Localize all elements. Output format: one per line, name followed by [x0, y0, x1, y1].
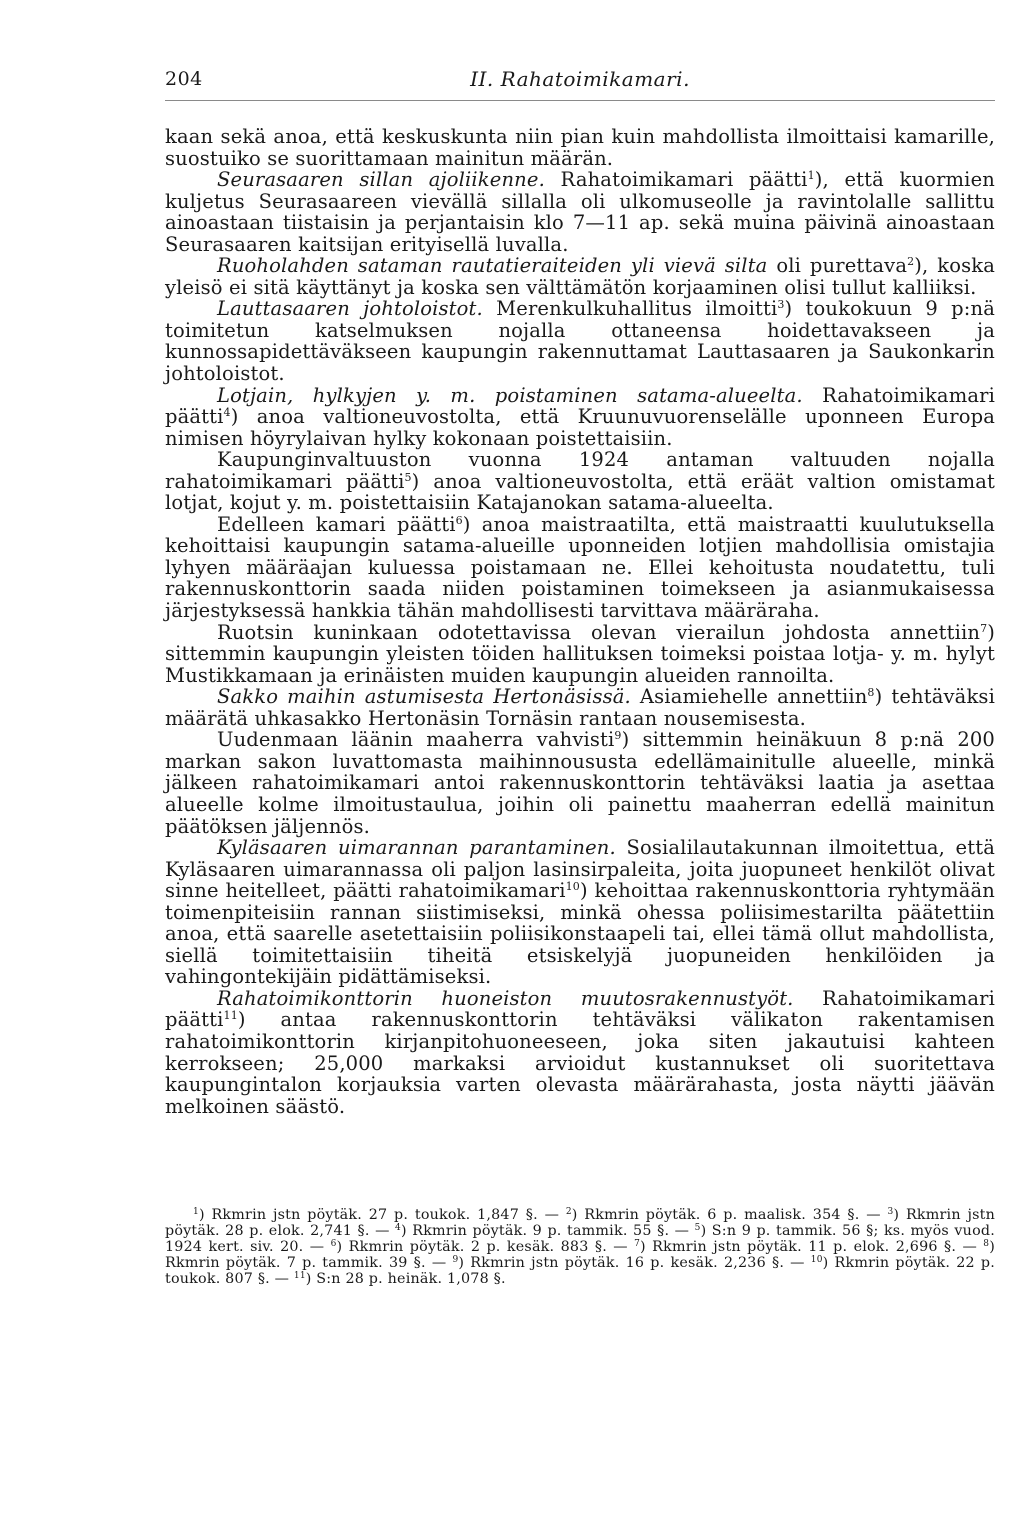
paragraph — [165, 385, 995, 450]
footnote-ref: 4 — [223, 406, 231, 420]
footnote-mark: 5 — [694, 1222, 701, 1233]
footnote-ref: 9 — [614, 729, 622, 743]
paragraph — [165, 449, 995, 514]
footnote-ref: 11 — [223, 1009, 238, 1023]
paragraph — [165, 169, 995, 255]
paragraph-heading: Sakko maihin astumisesta Hertonäsissä. — [217, 685, 631, 709]
paragraph-text: ) sittemmin kaupungin yleisten töiden hallituksen toimeksi poistaa lotja- y. m. hylyt Mustikkamaan ja erinäisten muiden kaupungin alueiden rannoilta. — [165, 620, 995, 687]
footnote-ref: 1 — [807, 169, 815, 183]
footnote-text: ) S:n 9 p. tammik. 56 §; ks. myös vuod. 1924 kert. siv. 20. — — [165, 1222, 995, 1255]
paragraph-text: ), että kuormien kuljetus Seurasaareen vievällä sillalla oli ulkomuseolle ja ravintolalle sallittu ainoastaan tiistaisin ja perjantaisin klo 7—11 ap. sekä muina päivinä ainoastaan Seurasaaren kaitsijan erityisellä luvalla. — [165, 168, 995, 256]
paragraph-text: ) anoa maistraatilta, että maistraatti kuulutuksella kehoittaisi kaupungin satama-alueille uponneiden lotjien mahdollisia omistajia lyhyen määräajan kuluessa poistamaan ne. Ellei kehoitusta noudatettu, tuli rakennuskonttorin saada niiden poistaminen toimekseen ja asianmukaisessa järjestyksessä hankkia tähän mahdollisesti tarvittava määräraha. — [165, 512, 995, 623]
footnote-mark: 2 — [565, 1207, 572, 1217]
footnote-ref: 8 — [867, 686, 875, 700]
footnote-ref: 3 — [777, 298, 785, 312]
paragraph — [165, 837, 995, 988]
paragraph-heading: Kyläsaaren uimarannan parantaminen. — [217, 836, 616, 860]
paragraph-heading: Ruoholahden sataman rautatieraiteiden yli vievä silta — [217, 254, 768, 278]
header-rule — [165, 100, 995, 101]
paragraph-text: kaan sekä anoa, että keskuskunta niin pian kuin mahdollista ilmoittaisi kamarille, suostuiko se suorittamaan mainitun määrän. — [165, 125, 995, 170]
footnote-text: ) Rkmrin jstn pöytäk. 16 p. kesäk. 2,236 §. — — [458, 1254, 811, 1271]
paragraph-text: ) anoa valtioneuvostolta, että eräät valtion omistamat lotjat, kojut y. m. poistettaisiin Katajanokan satama-alueelta. — [165, 469, 995, 515]
footnote-mark: 8 — [983, 1238, 990, 1249]
paragraph-text: oli purettava — [776, 254, 908, 278]
paragraph-text: ) kehoittaa rakennuskonttoria ryhtymään toimenpiteisiin rannan siistimiseksi, minkä ohessa poliisimestarilta päätettiin anoa, että saarelle asetettaisiin poliisikonstaapeli tai, ellei tämä ollut mahdollista, siellä toimitettaisiin tiheitä etsiskelyjä juopuneiden henkilöiden ja vahingontekijäin pidättämiseksi. — [165, 879, 995, 989]
footnote-text: ) Rkmrin pöytäk. 6 p. maalisk. 354 §. — — [571, 1207, 888, 1223]
paragraph-text: Rahatoimikamari päätti — [560, 168, 808, 192]
paragraph-text: Uudenmaan läänin maaherra vahvisti — [217, 728, 615, 752]
paragraph — [165, 988, 995, 1117]
footnote-mark: 7 — [634, 1238, 641, 1249]
footnote-text: ) Rkmrin jstn pöytäk. 28 p. elok. 2,741 §. — — [165, 1207, 996, 1239]
footnote-ref: 6 — [455, 513, 463, 527]
paragraph — [165, 514, 995, 622]
footnote-mark: 10 — [810, 1254, 823, 1265]
footnote-mark: 11 — [293, 1270, 306, 1281]
footnote-ref: 2 — [907, 255, 915, 269]
footnote-mark: 9 — [452, 1254, 459, 1265]
paragraph — [165, 622, 995, 687]
paragraph-text: ) sittemmin heinäkuun 8 p:nä 200 markan sakon luvattomasta maihinnoususta edellämainitulle alueelle, minkä jälkeen rahatoimikamari antoi rakennuskonttorin tehtäväksi laatia ja asettaa alueelle kolme ilmoitustaulua, joihin oli painettu maaherran edellä mainitun päätöksen jäljennös. — [165, 728, 995, 838]
footnote-ref: 5 — [404, 470, 412, 484]
paragraph-text: ) toukokuun 9 p:nä toimitetun katselmuksen nojalla ottaneensa hoidettavakseen ja kunnossapidettäväkseen kaupungin rakennuttamat Lauttasaaren ja Saukonkarin johtoloistot. — [165, 297, 995, 386]
paragraph-heading: Lauttasaaren johtoloistot. — [217, 297, 483, 321]
footnote-text: ) Rkmrin pöytäk. 22 p. toukok. 807 §. — — [165, 1254, 995, 1287]
paragraph-text: Ruotsin kuninkaan odotettavissa olevan vierailun johdosta annettiin — [217, 620, 981, 644]
body-text — [165, 126, 995, 1117]
footnote-text: ) Rkmrin jstn pöytäk. 11 p. elok. 2,696 §. — — [640, 1238, 984, 1255]
paragraph-text: Kaupunginvaltuuston vuonna 1924 antaman valtuuden nojalla rahatoimikamari päätti — [165, 448, 995, 493]
paragraph-heading: Rahatoimikonttorin huoneiston muutosrakennustyöt. — [217, 986, 794, 1010]
paragraph — [165, 298, 995, 384]
paragraph-heading: Seurasaaren sillan ajoliikenne. — [217, 168, 545, 192]
paragraph-text: Edelleen kamari päätti — [217, 512, 456, 536]
footnote-ref: 7 — [980, 621, 988, 635]
paragraph-text: ) antaa rakennuskonttorin tehtäväksi välikaton rakentamisen rahatoimikonttorin kirjanpitohuoneeseen, joka siten jakautuisi kahteen kerrokseen; 25,000 markaksi arvioidut kustannukset oli suoritettava kaupungintalon korjauksia varten olevasta määrärahasta, josta näytti jäävän melkoinen säästö. — [165, 1008, 995, 1118]
paragraph — [165, 729, 995, 837]
paragraph-text: Rahatoimikamari päätti — [165, 986, 995, 1032]
paragraph — [165, 686, 995, 729]
page-number: 204 — [165, 68, 203, 90]
footnote-mark: 4 — [395, 1222, 401, 1233]
paragraph — [165, 126, 995, 169]
running-title: II. Rahatoimikamari. — [470, 67, 690, 91]
footnote-mark: 6 — [330, 1238, 337, 1249]
footnote-block — [165, 1208, 995, 1288]
paragraph-text: Rahatoimikamari päätti — [165, 383, 995, 429]
paragraph-text: ) tehtäväksi määrätä uhkasakko Hertonäsin Tornäsin rantaan nousemisesta. — [165, 685, 995, 730]
footnote-text: ) Rkmrin pöytäk. 9 p. tammik. 55 §. — — [400, 1222, 695, 1239]
footnote-text: ) Rkmrin pöytäk. 2 p. kesäk. 883 §. — — [336, 1238, 635, 1255]
footnote-ref: 10 — [565, 880, 580, 894]
footnote-text: ) Rkmrin jstn pöytäk. 27 p. toukok. 1,847 §. — — [198, 1207, 566, 1223]
footnotes — [165, 1208, 995, 1288]
paragraph-text: ) anoa valtioneuvostolta, että Kruunuvuorenselälle uponneen Europa nimisen höyrylaivan hylky kokonaan poistettaisiin. — [165, 405, 995, 450]
paragraph-text: Asiamiehelle annettiin — [639, 685, 868, 709]
footnote-mark: 3 — [887, 1207, 894, 1217]
footnote-text: ) Rkmrin pöytäk. 7 p. tammik. 39 §. — — [165, 1238, 995, 1271]
paragraph-text: Sosialilautakunnan ilmoitettua, että Kyläsaaren uimarannassa oli paljon lasinsirpaleita, joita juopuneet henkilöt olivat sinne heitelleet, päätti rahatoimikamari — [165, 836, 995, 903]
paragraph-text: ), koska yleisö ei sitä käyttänyt ja koska sen välttämätön korjaaminen olisi tullut kalliiksi. — [165, 254, 995, 299]
page-header — [165, 62, 995, 92]
footnote-mark: 1 — [193, 1207, 199, 1217]
paragraph-heading: Lotjain, hylkyjen y. m. poistaminen satama-alueelta. — [217, 383, 803, 407]
paragraph-text: Merenkulkuhallitus ilmoitti — [496, 297, 778, 321]
footnote-text: ) S:n 28 p. heinäk. 1,078 §. — [305, 1270, 506, 1287]
paragraph — [165, 255, 995, 298]
